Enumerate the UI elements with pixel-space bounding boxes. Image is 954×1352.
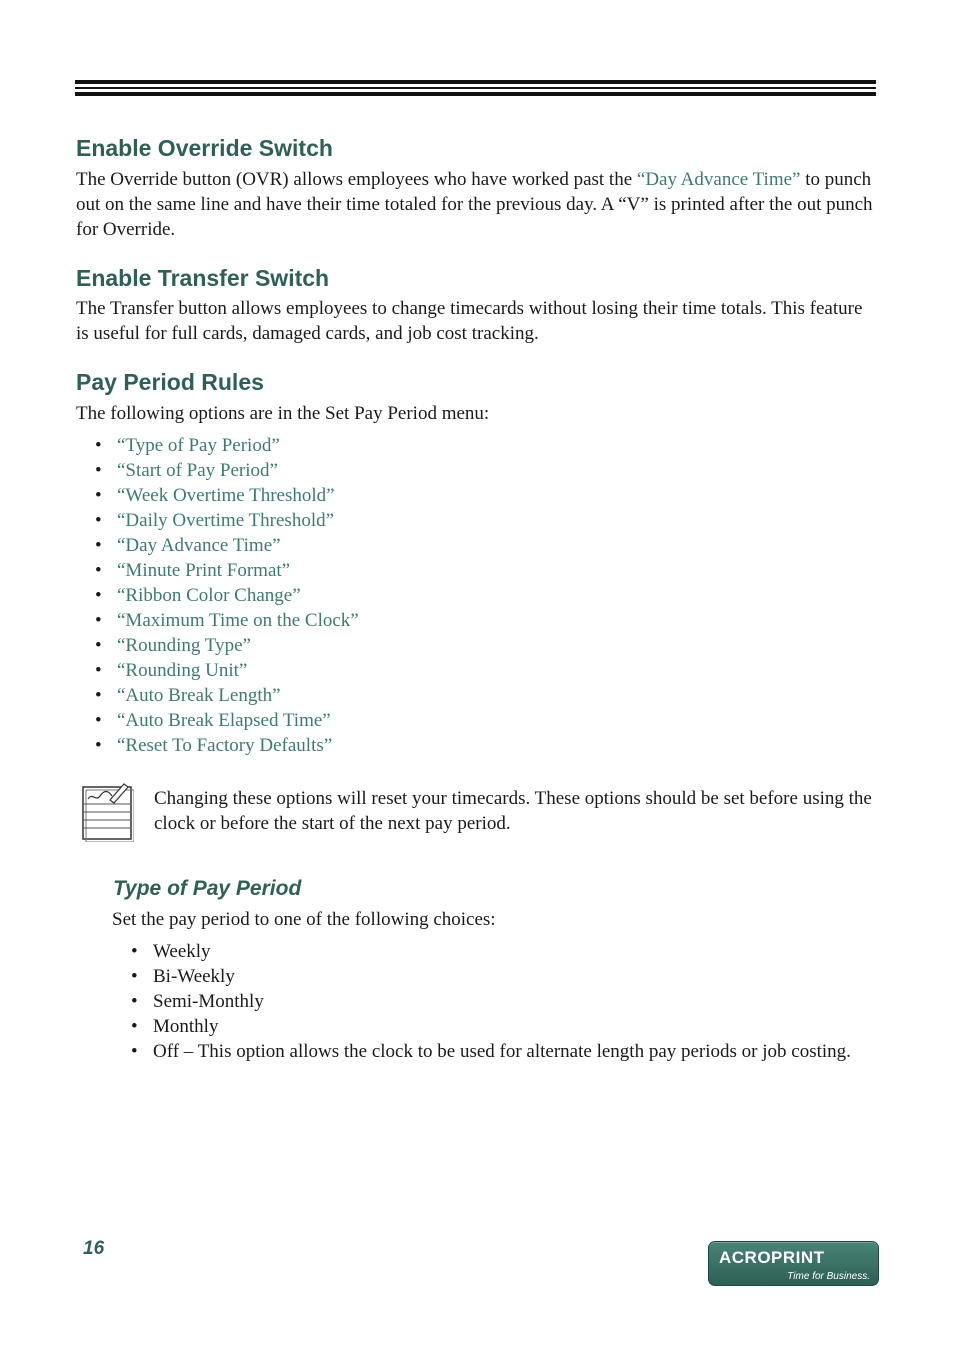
pay-period-options-list — [95, 433, 359, 758]
list-item — [95, 608, 359, 633]
header-rule — [75, 80, 876, 96]
page-number: 16 — [83, 1238, 105, 1259]
list-item — [95, 533, 359, 558]
option-link[interactable]: “Type of Pay Period” — [117, 435, 280, 456]
list-item — [95, 708, 359, 733]
list-item — [95, 458, 359, 483]
list-item — [95, 433, 359, 458]
logo-word: ACROPRINT — [719, 1248, 825, 1267]
list-item — [95, 558, 359, 583]
list-item: • Weekly — [131, 939, 891, 964]
list-item — [95, 733, 359, 758]
transfer-heading: Enable Transfer Switch — [76, 265, 330, 291]
pay-period-rules-heading: Pay Period Rules — [76, 369, 264, 395]
list-item: • Bi-Weekly — [131, 964, 891, 989]
list-item: • Semi-Monthly — [131, 989, 891, 1014]
notepad-icon — [80, 782, 134, 842]
option-link[interactable]: “Maximum Time on the Clock” — [117, 610, 359, 631]
option-link[interactable]: “Auto Break Elapsed Time” — [117, 710, 331, 731]
override-paragraph — [76, 167, 876, 242]
list-item: • Off – This option allows the clock to be used for alternate length pay periods or job costing. — [131, 1039, 891, 1064]
list-item — [95, 683, 359, 708]
override-heading: Enable Override Switch — [76, 135, 333, 161]
override-text-before: The Override button (OVR) allows employees who have worked past the — [76, 169, 637, 190]
type-of-pay-period-intro: Set the pay period to one of the following choices: — [112, 909, 496, 930]
list-item — [95, 483, 359, 508]
option-link[interactable]: “Auto Break Length” — [117, 685, 281, 706]
type-of-pay-period-heading: Type of Pay Period — [113, 877, 302, 900]
option-link[interactable]: “Minute Print Format” — [117, 560, 291, 581]
note-text: Changing these options will reset your timecards. These options should be set before using the clock or before the start of the next pay period. — [154, 788, 872, 834]
list-item — [95, 508, 359, 533]
day-advance-time-link[interactable]: “Day Advance Time” — [636, 169, 801, 190]
option-link[interactable]: “Rounding Type” — [117, 635, 251, 656]
list-item — [95, 633, 359, 658]
option-link[interactable]: “Week Overtime Threshold” — [117, 485, 335, 506]
option-link[interactable]: “Ribbon Color Change” — [117, 585, 301, 606]
option-link[interactable]: “Start of Pay Period” — [117, 460, 278, 481]
pay-period-choices-list — [131, 939, 891, 1064]
pay-period-rules-intro: The following options are in the Set Pay Period menu: — [76, 403, 490, 424]
option-link[interactable]: “Day Advance Time” — [117, 535, 281, 556]
option-link[interactable]: “Reset To Factory Defaults” — [117, 735, 333, 756]
logo-tagline: Time for Business. — [787, 1271, 870, 1282]
option-link[interactable]: “Rounding Unit” — [117, 660, 248, 681]
option-link[interactable]: “Daily Overtime Threshold” — [117, 510, 335, 531]
acroprint-logo — [708, 1241, 879, 1286]
override-text-after: to punch out on the same line and have their time totaled for the previous day. A “V” is printed after the out punch for Override. — [76, 169, 873, 240]
transfer-paragraph: The Transfer button allows employees to change timecards without losing their time totals. This feature is useful for full cards, damaged cards, and job cost tracking. — [76, 298, 863, 344]
list-item: • Monthly — [131, 1014, 891, 1039]
list-item — [95, 658, 359, 683]
list-item — [95, 583, 359, 608]
